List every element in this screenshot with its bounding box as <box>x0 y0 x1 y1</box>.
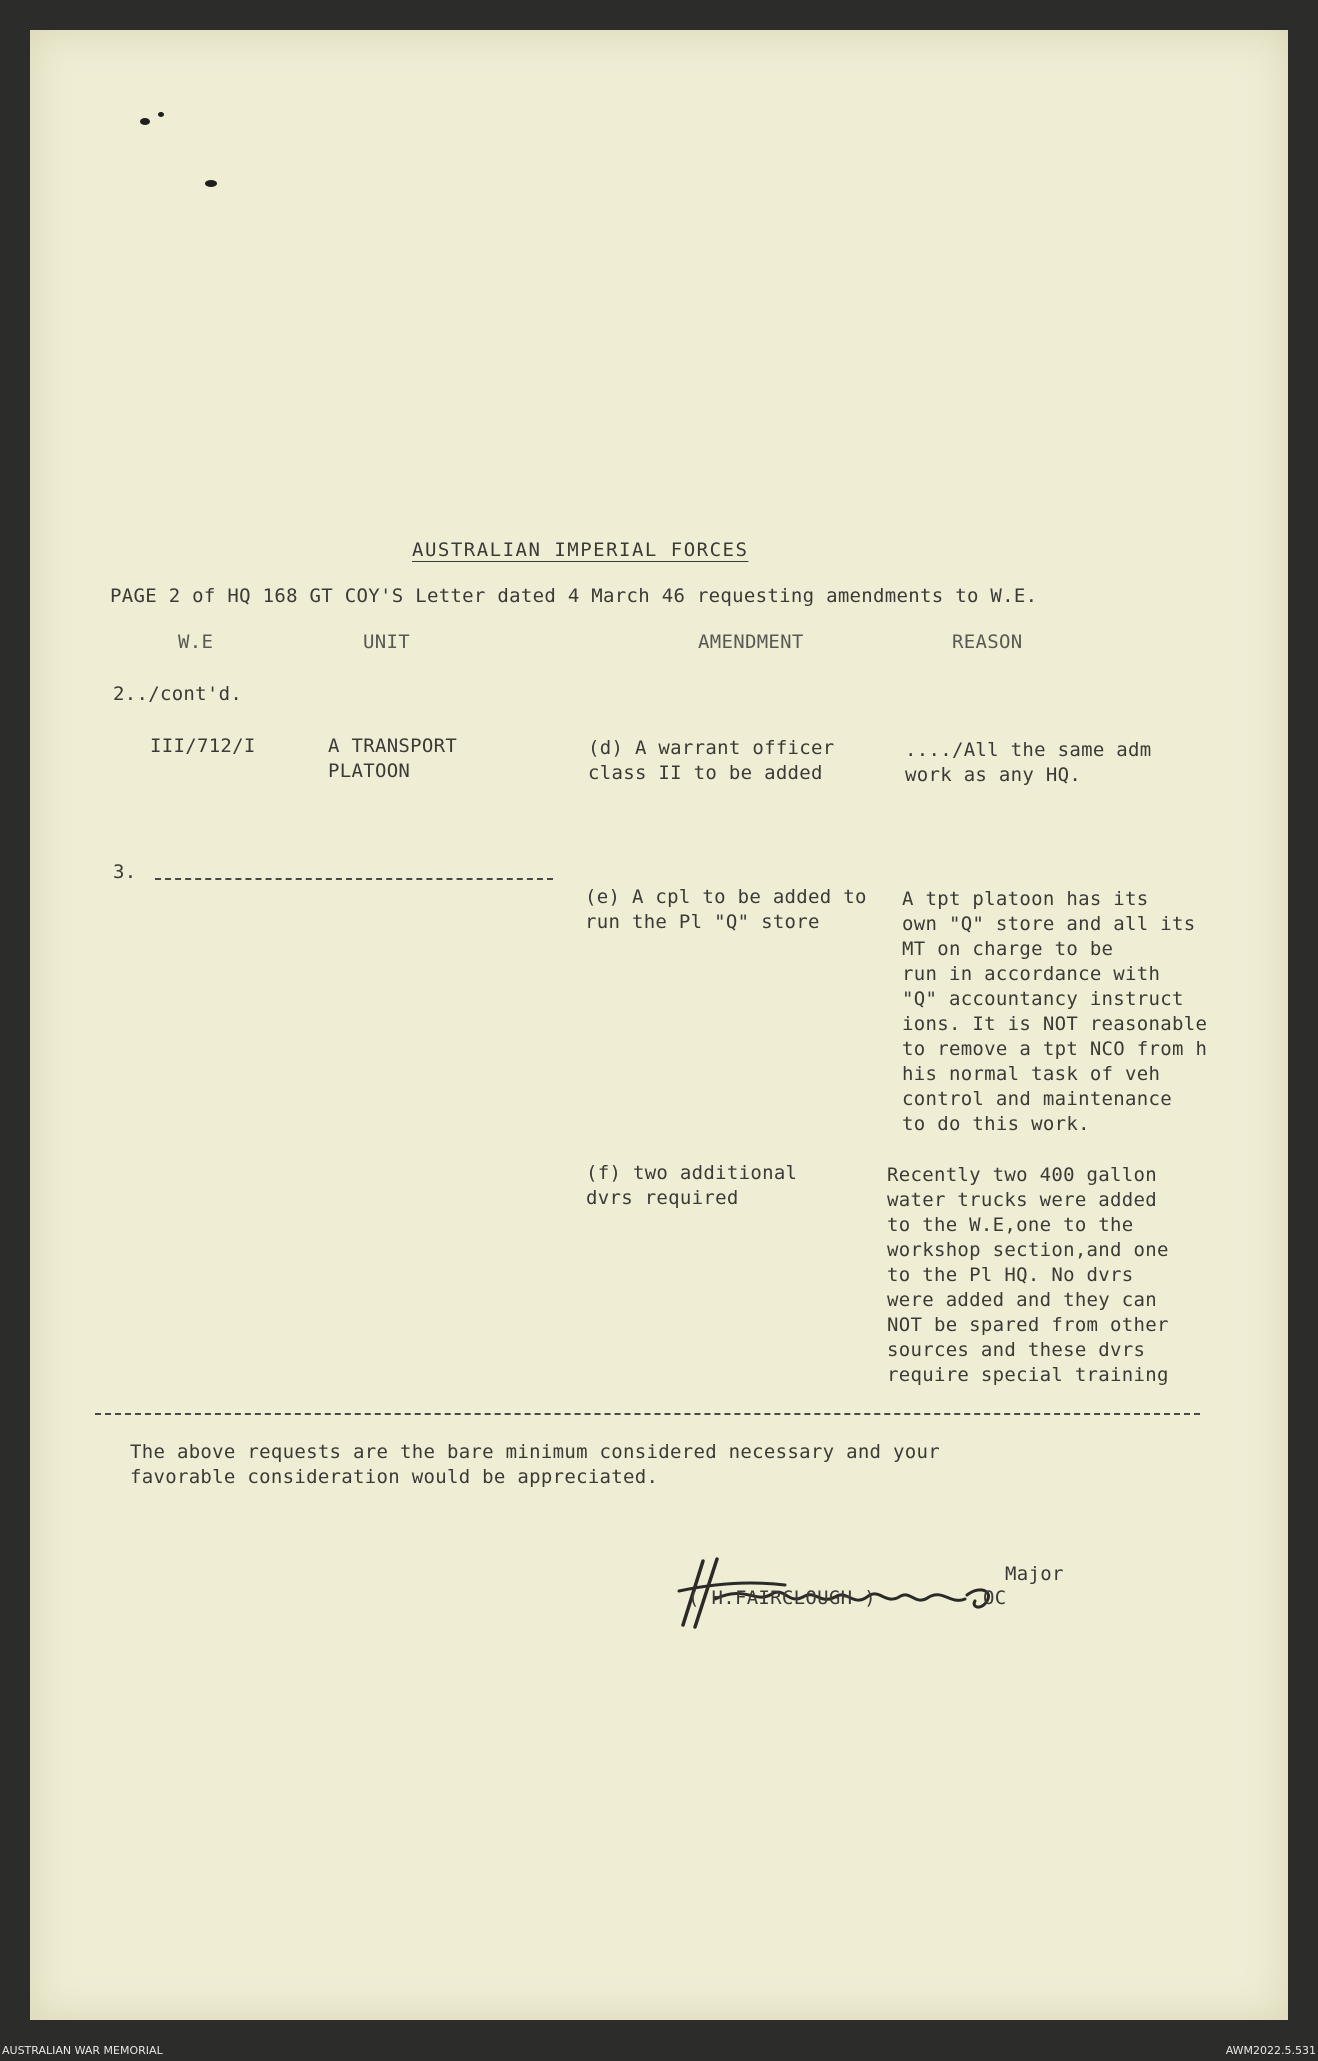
item-2-number: 2../cont'd. <box>113 683 243 705</box>
item-3-amendment-f: (f) two additional dvrs required <box>586 1162 798 1209</box>
item-2-reason: ..../All the same adm work as any HQ. <box>905 739 1152 786</box>
item-3-rule <box>155 878 553 880</box>
subject-line: PAGE 2 of HQ 168 GT COY'S Letter dated 4 March 46 requesting amendments to W.E. <box>110 585 1038 607</box>
item-3-reason-e: A tpt platoon has its own "Q" store and all its MT on charge to be run in accordance with "Q" accountancy instruct ions. It is NOT reasonable to remove a tpt NCO from h his normal task of veh control and maintenance to do this work. <box>902 888 1208 1135</box>
item-2-we-reference: III/712/I <box>150 735 256 757</box>
item-2-unit: A TRANSPORT PLATOON <box>328 735 458 782</box>
document-heading: AUSTRALIAN IMPERIAL FORCES <box>412 539 749 561</box>
closing-paragraph: The above requests are the bare minimum considered necessary and your favorable consideration would be appreciated. <box>130 1441 940 1488</box>
staple-hole-mark <box>140 118 150 125</box>
section-separator <box>95 1413 1200 1415</box>
column-header-amendment: AMENDMENT <box>698 631 804 653</box>
item-3-amendment-e: (e) A cpl to be added to run the Pl "Q" store <box>585 886 867 933</box>
signatory-name: ( H.FAIRCLOUGH ) <box>688 1587 876 1609</box>
staple-hole-mark <box>158 112 164 117</box>
signatory-rank: Major <box>1005 1563 1064 1585</box>
item-2-amendment: (d) A warrant officer class II to be added <box>588 737 835 784</box>
archive-credit: AUSTRALIAN WAR MEMORIAL <box>2 2044 163 2057</box>
item-3-reason-f: Recently two 400 gallon water trucks were added to the W.E,one to the workshop section,and one to the Pl HQ. No dvrs were added and they can NOT be spared from other sources and these dvrs require special training <box>887 1164 1169 1386</box>
item-3-number: 3. <box>113 861 137 883</box>
archive-reference: AWM2022.5.531 <box>1225 2044 1316 2057</box>
column-header-reason: REASON <box>952 631 1023 653</box>
signatory-title: OC <box>983 1587 1007 1609</box>
column-header-unit: UNIT <box>363 631 410 653</box>
staple-hole-mark <box>205 180 217 187</box>
document-page <box>30 30 1288 2020</box>
column-header-we: W.E <box>178 631 214 653</box>
